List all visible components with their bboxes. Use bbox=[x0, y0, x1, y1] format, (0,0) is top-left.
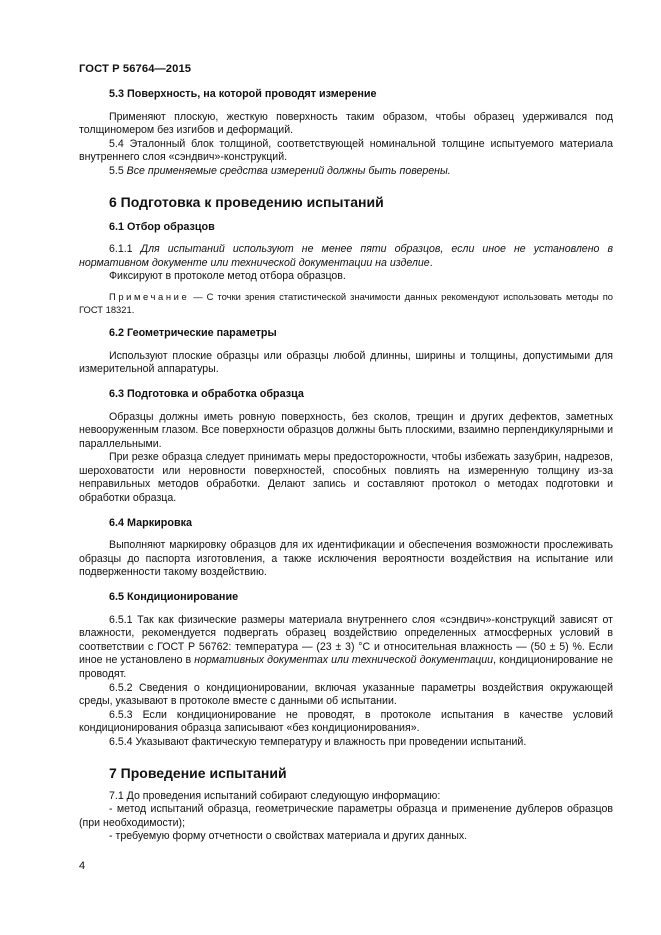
section-6-3-text1: Образцы должны иметь ровную поверхность, без сколов, трещин и других дефектов, заметных невооруженным глазом. Все поверхности образцов должны быть плоскими, взаимно перпендикулярными и параллельными. bbox=[79, 410, 613, 450]
section-6-2-text: Используют плоские образцы или образцы любой длинны, ширины и толщины, допустимыми для измерительной аппаратуры. bbox=[79, 349, 613, 376]
section-6-1-1-text2: Фиксируют в протоколе метод отбора образцов. bbox=[109, 270, 346, 283]
section-6-1-1-number: 6.1.1 bbox=[109, 243, 141, 256]
section-6-1-1-end: . bbox=[429, 256, 433, 269]
section-6-4-title: 6.4 Маркировка bbox=[109, 516, 193, 529]
chapter-6-title: 6 Подготовка к проведению испытаний bbox=[109, 193, 384, 210]
section-5-5-text bbox=[79, 165, 613, 179]
page-number: 4 bbox=[79, 860, 86, 872]
section-5-3-title: 5.3 Поверхность, на которой проводят измерение bbox=[109, 88, 377, 100]
section-6-1-title: 6.1 Отбор образцов bbox=[109, 220, 215, 233]
section-6-4-text: Выполняют маркировку образцов для их идентификации и обеспечения возможности прослеживать образцы до паспорта изготовления, а также исключения вероятности воздействия на испытание или подверженности такому воздействию. bbox=[79, 539, 613, 579]
note-6-1 bbox=[79, 291, 613, 316]
doc-header: ГОСТ Р 56764—2015 bbox=[79, 63, 192, 75]
section-6-5-1-italic: нормативных документах или технической документации bbox=[194, 654, 494, 667]
section-6-2-title: 6.2 Геометрические параметры bbox=[109, 327, 277, 340]
section-6-5-title: 6.5 Кондиционирование bbox=[109, 591, 239, 604]
section-5-5-number: 5.5 bbox=[109, 164, 127, 177]
section-7-1-item1: - метод испытаний образца, геометрические параметры образца и применение дублеров образцов (при необходимости); bbox=[79, 803, 613, 829]
note-label: Примечание bbox=[109, 290, 190, 302]
section-6-3-text2: При резке образца следует принимать меры предосторожности, чтобы избежать зазубрин, надрезов, шероховатости или неровности поверхностей, способных повлиять на измеренную толщину из-за неправильных методов обработки. Делают запись и составляют протокол о методах подготовки и обработки образца. bbox=[79, 451, 613, 505]
section-6-1-1-italic: Для испытаний используют не менее пяти образцов, если иное не установлено в нормативном документе или технической документации на изделие bbox=[79, 243, 614, 269]
section-6-5-1-part1: 6.5.1 Так как физические размеры материала внутреннего слоя «сэндвич»-конструкций зависят от влажности, рекомендуется подвергать образец воздействию определенных атмосферных условий в соответствии с ГОСТ Р 56762: температура — (23 ± 3) °С и относительная влажность — (50 ± 5) %. Если иное не установлено в bbox=[79, 613, 613, 667]
section-6-5-3-text: 6.5.3 Если кондиционирование не проводят, в протоколе испытания в качестве условий кондиционирования образца записывают «без кондиционирования». bbox=[79, 708, 613, 735]
note-text: — С точки зрения статистической значимости данных рекомендуют использовать методы по ГОСТ 18321. bbox=[79, 290, 613, 315]
section-5-3-text: Применяют плоскую, жесткую поверхность таким образом, чтобы образец удерживался под толщиномером без изгибов и деформаций. bbox=[79, 110, 613, 137]
section-7-1-item2: - требуемую форму отчетности о свойствах материала и других данных. bbox=[109, 830, 468, 843]
doc-content bbox=[79, 86, 613, 844]
chapter-7-title: 7 Проведение испытаний bbox=[109, 764, 287, 781]
section-6-3-title: 6.3 Подготовка и обработка образца bbox=[109, 387, 304, 400]
section-7-1-text: 7.1 До проведения испытаний собирают следующую информацию: bbox=[109, 789, 441, 802]
section-6-1-1-text bbox=[79, 243, 613, 270]
section-5-4-text: 5.4 Эталонный блок толщиной, соответствующей номинальной толщине испытуемого материала внутреннего слоя «сэндвич»-конструкций. bbox=[79, 137, 613, 164]
section-5-5-italic: Все применяемые средства измерений должны быть поверены. bbox=[126, 164, 451, 177]
section-6-5-4-text: 6.5.4 Указывают фактическую температуру и влажность при проведении испытаний. bbox=[109, 735, 527, 748]
section-6-5-1-part3: , кондиционирование не проводят. bbox=[79, 654, 613, 680]
section-6-5-1-text bbox=[79, 614, 613, 682]
section-6-5-2-text: 6.5.2 Сведения о кондиционировании, включая указанные параметры воздействия окружающей среды, указывают в протоколе вместе с данными об испытании. bbox=[79, 681, 613, 708]
